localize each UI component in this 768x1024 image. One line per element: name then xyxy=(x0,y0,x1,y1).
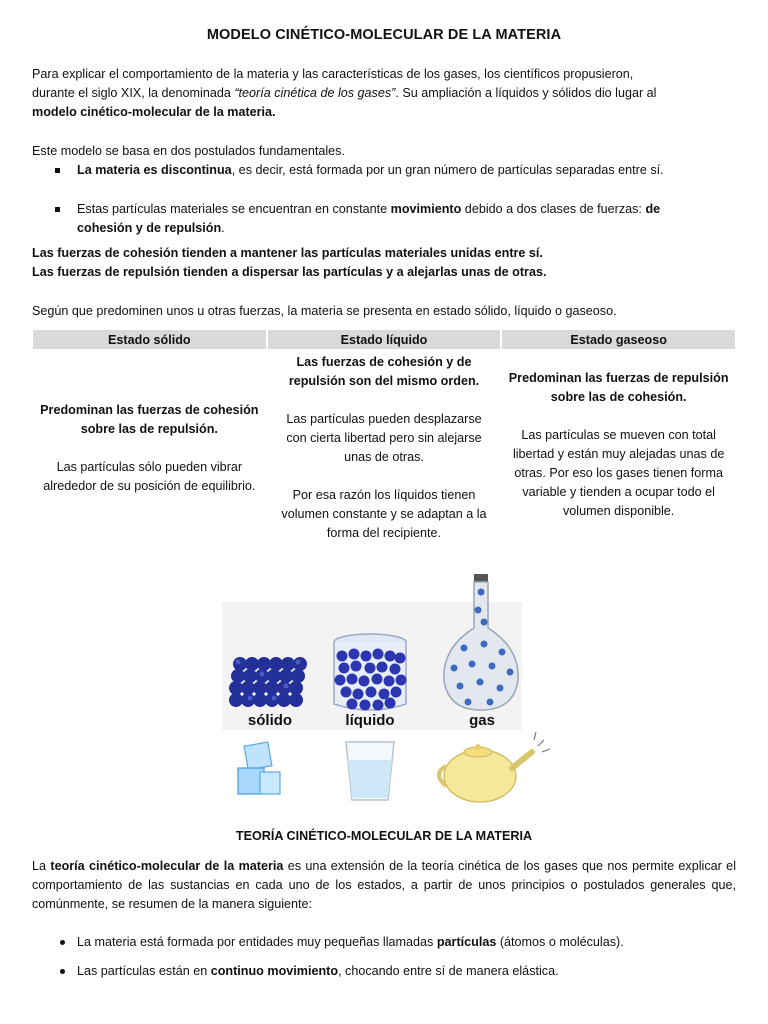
intro-line-1: Para explicar el comportamiento de la materia y las características de los gases, los científicos propusieron, xyxy=(32,67,634,81)
postulate-2-f: . xyxy=(221,221,225,235)
square-bullet-icon xyxy=(55,207,60,212)
principle-1-c: (átomos o moléculas). xyxy=(496,935,624,949)
postulate-2-b: movimiento xyxy=(390,202,462,216)
water-glass-icon xyxy=(346,742,394,800)
header-gas: Estado gaseoso xyxy=(502,330,735,349)
square-bullet-icon xyxy=(55,168,60,173)
solid-bold: Predominan las fuerzas de cohesión sobre las de repulsión. xyxy=(40,402,259,436)
label-liquid: líquido xyxy=(345,712,395,729)
solid-text: Las partículas sólo pueden vibrar alrededor de su posición de equilibrio. xyxy=(43,459,256,493)
postulate-2-d: de xyxy=(645,202,661,216)
section-2-title: TEORÍA CINÉTICO-MOLECULAR DE LA MATERIA xyxy=(235,829,533,843)
intro-line-2a: durante el siglo XIX, la denominada xyxy=(32,86,235,100)
principle-1-text xyxy=(77,933,736,952)
label-solid: sólido xyxy=(247,712,293,729)
states-intro: Según que predominen unos u otras fuerzas, la materia se presenta en estado sólido, líquido o gaseoso. xyxy=(32,304,617,318)
cohesion-sentence: Las fuerzas de cohesión tienden a mantener las partículas materiales unidas entre sí. xyxy=(32,246,543,260)
intro-bold-model: modelo cinético-molecular de la materia. xyxy=(32,105,276,119)
principle-2-c: , chocando entre sí de manera elástica. xyxy=(338,964,559,978)
principle-2-text xyxy=(77,962,736,981)
states-table xyxy=(31,330,737,543)
ice-cubes-icon xyxy=(238,742,280,794)
postulate-1-rest: , es decir, está formada por un gran número de partículas separadas entre sí. xyxy=(231,163,664,177)
principle-2-bold: continuo movimiento xyxy=(210,964,339,978)
liquid-bold: Las fuerzas de cohesión y de repulsión son del mismo orden. xyxy=(288,355,480,388)
postulate-2-e: cohesión y de repulsión xyxy=(77,221,222,235)
liquid-text-1: Las partículas pueden desplazarse con cierta libertad pero sin alejarse unas de otras. xyxy=(286,412,482,464)
page-title: MODELO CINÉTICO-MOLECULAR DE LA MATERIA xyxy=(206,27,562,43)
principle-1-a: La materia está formada por entidades muy pequeñas llamadas xyxy=(77,935,437,949)
states-content-row xyxy=(33,349,735,543)
liquid-text-2: Por esa razón los líquidos tienen volumen constante y se adaptan a la forma del recipiente. xyxy=(281,488,487,540)
postulate-1-text xyxy=(77,161,735,180)
cell-solid xyxy=(33,349,266,543)
postulate-2-a: Estas partículas materiales se encuentran en constante xyxy=(77,202,391,216)
teapot-icon xyxy=(439,732,550,802)
intro-paragraph xyxy=(32,65,736,122)
round-bullet-icon xyxy=(60,969,65,974)
principle-1-bold: partículas xyxy=(436,935,497,949)
cell-gas xyxy=(502,349,735,543)
gas-text: Las partículas se mueven con total libertad y están muy alejadas unas de otras. Por eso los gases tienen forma variable y tienden a ocupar todo el volumen disponible. xyxy=(512,428,725,518)
section-2-a: La xyxy=(32,859,51,873)
repulsion-sentence: Las fuerzas de repulsión tienden a dispersar las partículas y a alejarlas unas de otras. xyxy=(32,265,547,279)
section-2-c: es una extensión de la teoría cinética de los gases que nos permite explicar el comportamiento de las sustancias en cada uno de los estados, a partir de unos principios o postulados generales que, comúnmente, se resumen de la manera siguiente: xyxy=(32,859,736,911)
principle-2-a: Las partículas están en xyxy=(77,964,211,978)
header-liquid: Estado líquido xyxy=(268,330,501,349)
intro-italic-term: “teoría cinética de los gases” xyxy=(234,86,396,100)
round-bullet-icon xyxy=(60,940,65,945)
cell-liquid xyxy=(268,349,501,543)
postulate-2-c: debido a dos clases de fuerzas: xyxy=(461,202,646,216)
label-gas: gas xyxy=(469,712,495,729)
states-header-row xyxy=(33,330,735,349)
liquid-beaker xyxy=(334,634,407,711)
forces-paragraph xyxy=(32,244,736,282)
intro-line-2c: . Su ampliación a líquidos y sólidos dio lugar al xyxy=(395,86,657,100)
postulate-1-bold: La materia es discontinua xyxy=(77,163,232,177)
section-2-paragraph xyxy=(32,857,736,914)
postulate-2-text xyxy=(77,200,735,238)
section-2-bold: teoría cinético-molecular de la materia xyxy=(50,859,284,873)
states-of-matter-figure xyxy=(220,568,550,808)
postulates-intro: Este modelo se basa en dos postulados fundamentales. xyxy=(32,144,345,158)
gas-bold: Predominan las fuerzas de repulsión sobre las de cohesión. xyxy=(508,371,729,404)
header-solid: Estado sólido xyxy=(33,330,266,349)
